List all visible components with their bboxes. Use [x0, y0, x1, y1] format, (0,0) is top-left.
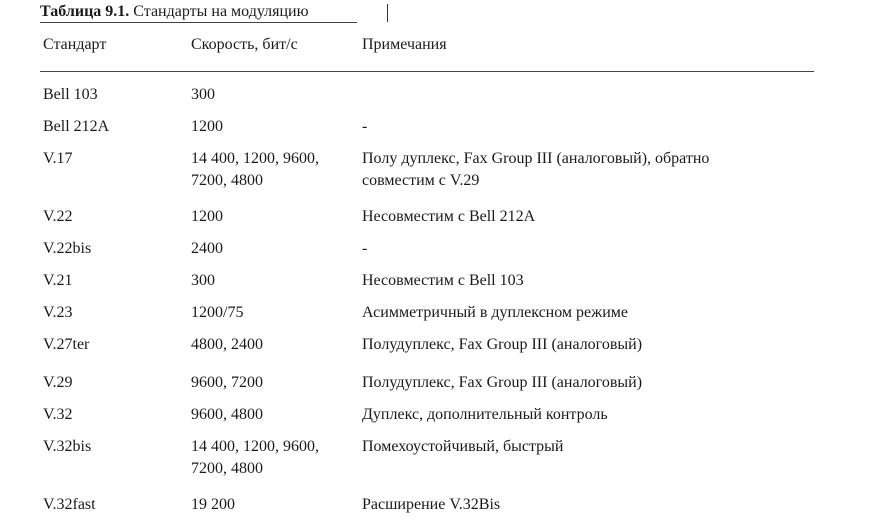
cell-speed: 4800, 2400	[191, 336, 263, 353]
cell-notes: -	[362, 118, 368, 135]
cell-speed: 9600, 4800	[191, 406, 263, 423]
header-divider	[40, 71, 814, 72]
cell-standard: V.21	[43, 272, 73, 289]
header-notes: Примечания	[362, 36, 447, 53]
cell-notes: Расширение V.32Bis	[362, 496, 501, 513]
cell-speed: 1200/75	[191, 304, 244, 321]
cell-notes: Полудуплекс, Fax Group III (аналоговый)	[362, 374, 643, 391]
cell-standard: V.17	[43, 150, 73, 167]
cell-notes: Дуплекс, дополнительный контроль	[362, 406, 608, 423]
cell-standard: V.32	[43, 406, 73, 423]
cell-notes: Помехоустойчивый, быстрый	[362, 438, 564, 455]
cell-standard: V.32fast	[43, 496, 96, 513]
cell-speed: 1200	[191, 118, 223, 135]
cell-speed: 1200	[191, 208, 223, 225]
cell-notes: Несовместим с Bell 212A	[362, 208, 536, 225]
cell-speed: 2400	[191, 240, 223, 257]
cell-speed: 300	[191, 86, 215, 103]
cell-notes: -	[362, 240, 368, 257]
cell-notes: Асимметричный в дуплексном режиме	[362, 304, 628, 321]
table-caption	[40, 2, 309, 22]
caption-underline	[40, 22, 357, 23]
cell-notes: Полу дуплекс, Fax Group III (аналоговый), обратно совместим с V.29	[362, 150, 710, 189]
cell-notes: Полудуплекс, Fax Group III (аналоговый)	[362, 336, 643, 353]
cell-standard: V.22bis	[43, 240, 92, 257]
cell-speed: 19 200	[191, 496, 235, 513]
cell-standard: Bell 212A	[43, 118, 110, 135]
cell-standard: V.32bis	[43, 438, 92, 455]
cell-standard: V.29	[43, 374, 73, 391]
cell-speed: 300	[191, 272, 215, 289]
cell-standard: Bell 103	[43, 86, 98, 103]
cell-standard: V.27ter	[43, 336, 90, 353]
cell-notes: Несовместим с Bell 103	[362, 272, 524, 289]
cell-standard: V.22	[43, 208, 73, 225]
header-speed: Скорость, бит/с	[191, 36, 298, 53]
cell-standard: V.23	[43, 304, 73, 321]
cell-speed: 14 400, 1200, 9600, 7200, 4800	[191, 438, 319, 477]
cell-speed: 14 400, 1200, 9600, 7200, 4800	[191, 150, 319, 189]
header-standard: Стандарт	[43, 36, 107, 53]
caption-label: Таблица 9.1.	[40, 3, 130, 20]
cell-speed: 9600, 7200	[191, 374, 263, 391]
caption-text: Стандарты на модуляцию	[129, 3, 309, 20]
text-cursor	[387, 4, 388, 22]
